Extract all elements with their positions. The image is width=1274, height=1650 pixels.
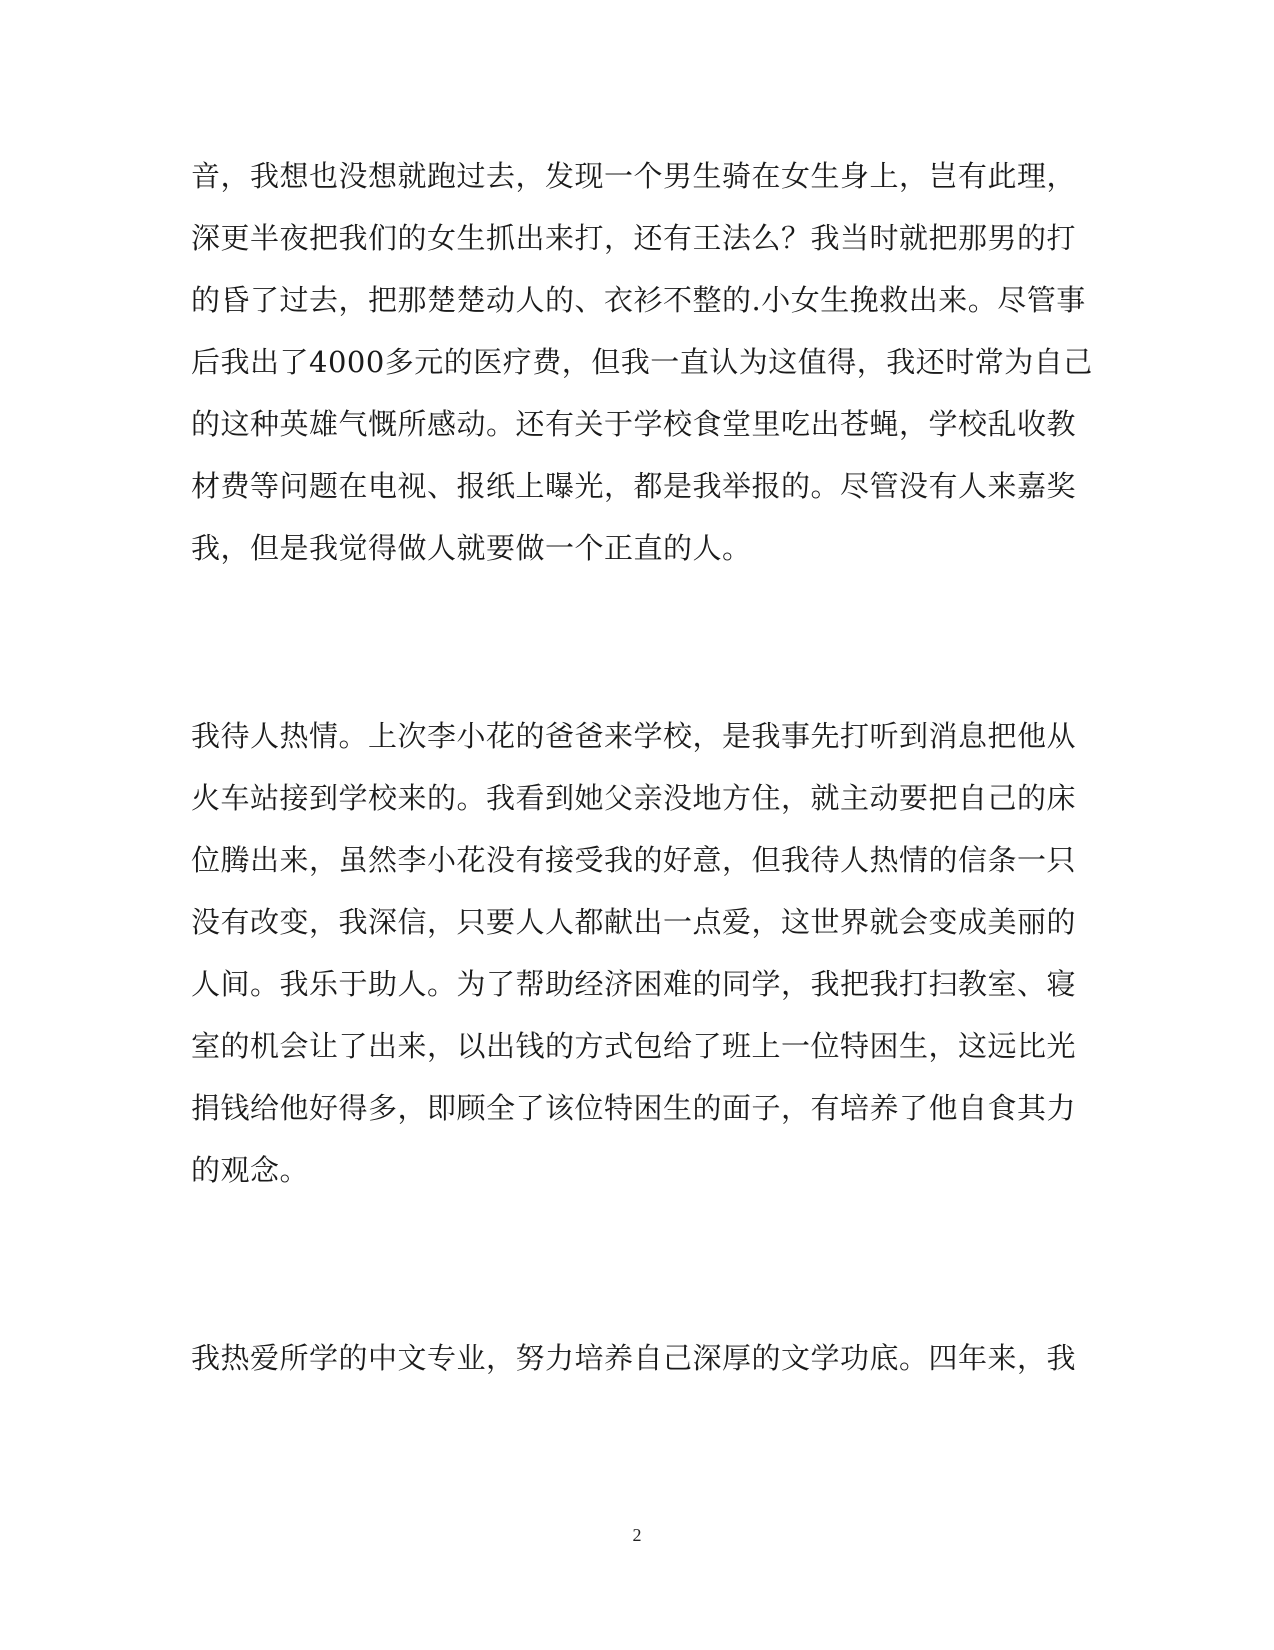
paragraph-2-line-2: 火车站接到学校来的。我看到她父亲没地方住，就主动要把自己的床 (191, 781, 1077, 815)
paragraph-2-line-3: 位腾出来，虽然李小花没有接受我的好意，但我待人热情的信条一只 (191, 843, 1077, 877)
paragraph-1-line-7: 我，但是我觉得做人就要做一个正直的人。 (191, 531, 752, 565)
paragraph-3-line-1: 我热爱所学的中文专业，努力培养自己深厚的文学功底。四年来，我 (191, 1341, 1077, 1375)
paragraph-1-line-3: 的昏了过去，把那楚楚动人的、衣衫不整的.小女生挽救出来。尽管事 (191, 283, 1086, 317)
paragraph-1-line-6: 材费等问题在电视、报纸上曝光，都是我举报的。尽管没有人来嘉奖 (191, 469, 1077, 503)
paragraph-2-line-6: 室的机会让了出来，以出钱的方式包给了班上一位特困生，这远比光 (191, 1029, 1077, 1063)
paragraph-1-line-4: 后我出了4000多元的医疗费，但我一直认为这值得，我还时常为自己 (191, 345, 1093, 379)
paragraph-2-line-1: 我待人热情。上次李小花的爸爸来学校，是我事先打听到消息把他从 (191, 719, 1077, 753)
paragraph-1-line-1: 音，我想也没想就跑过去，发现一个男生骑在女生身上，岂有此理， (191, 159, 1077, 193)
page-number: 2 (632, 1525, 642, 1545)
paragraph-1-line-5: 的这种英雄气慨所感动。还有关于学校食堂里吃出苍蝇，学校乱收教 (191, 407, 1077, 441)
paragraph-2-line-4: 没有改变，我深信，只要人人都献出一点爱，这世界就会变成美丽的 (191, 905, 1077, 939)
paragraph-2-line-5: 人间。我乐于助人。为了帮助经济困难的同学，我把我打扫教室、寝 (191, 967, 1077, 1001)
paragraph-2-line-8: 的观念。 (191, 1153, 310, 1187)
paragraph-2-line-7: 捐钱给他好得多，即顾全了该位特困生的面子，有培养了他自食其力 (191, 1091, 1077, 1125)
paragraph-1-line-2: 深更半夜把我们的女生抓出来打，还有王法么？我当时就把那男的打 (191, 221, 1077, 255)
